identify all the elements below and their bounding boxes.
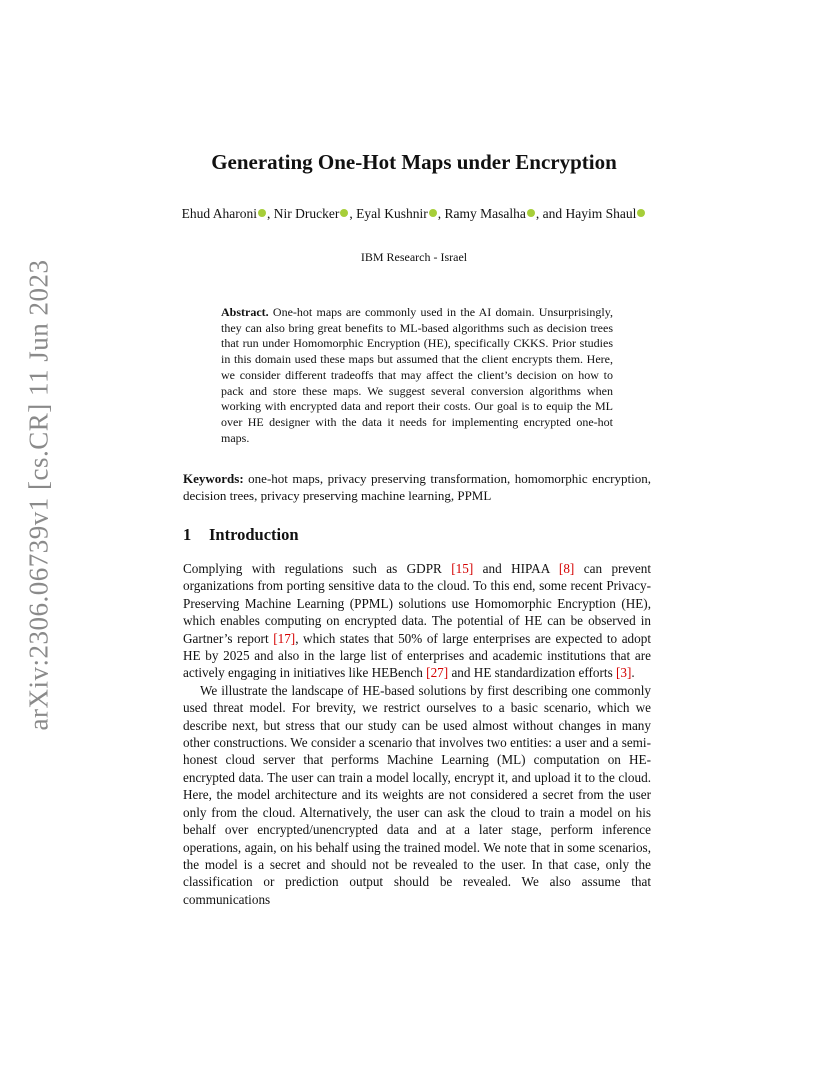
paragraph-text: , which states that 50% of large enterprises are expected to adopt HE by 2025 and also in the large list of enterprises and academic institutions that are actively engaging in initiatives like HEBench (183, 630, 652, 681)
author-name: Ramy Masalha (444, 206, 526, 221)
section-number: 1 (183, 525, 192, 544)
affiliation: IBM Research - Israel (360, 250, 468, 264)
abstract-text: One-hot maps are commonly used in the AI domain. Unsurprisingly, they can also bring great benefits to ML-based algorithms such as decision trees that run under Homomorphic Encryption (HE), specifically CKKS. Prior studies in this domain used these maps but assumed that the client encrypts them. Here, we consider different tradeoffs that may affect the client’s decision on how to pack and store these maps. We suggest several conversion algorithms when working with encrypted data and report their costs. Our goal is to equip the ML over HE designer with the data it needs for implementing encrypted one-hot maps. (221, 305, 613, 445)
intro-paragraph-2: We illustrate the landscape of HE-based solutions by first describing one commonly used threat model. For brevity, we restrict ourselves to a basic scenario, which we describe next, but stress that our study can be used almost without changes in many other constructions. We consider a scenario that involves two entities: a user and a semi-honest cloud server that performs Machine Learning (ML) computation on HE-encrypted data. The user can train a model locally, encrypt it, and upload it to the cloud. Here, the model architecture and its weights are not considered a secret from the user only from the cloud. Alternatively, the user can ask the cloud to train a model on his behalf over encrypted/unencrypted data and at a later stage, perform inference operations, again, on his behalf using the trained model. We note that in some scenarios, the model is a secret and should not be revealed to the user. In that case, only the classification or prediction output should be revealed. We also assume that communications (183, 682, 651, 907)
paper-title: Generating One-Hot Maps under Encryption (211, 150, 617, 174)
citation-link[interactable]: [27] (426, 665, 449, 681)
citation-link[interactable]: [17] (273, 630, 296, 646)
orcid-icon[interactable] (258, 209, 266, 217)
paragraph-text: . (631, 665, 635, 681)
author-separator: , and (535, 206, 566, 221)
paragraph-text: Complying with regulations such as GDPR (183, 561, 452, 576)
citation-link[interactable]: [3] (616, 665, 632, 681)
author-separator: , (437, 206, 445, 221)
orcid-icon[interactable] (637, 209, 645, 217)
citation-link[interactable]: [8] (558, 561, 575, 576)
author-name: Eyal Kushnir (356, 206, 428, 221)
orcid-icon[interactable] (429, 209, 437, 217)
author-name: Nir Drucker (273, 206, 340, 221)
author-name: Ehud Aharoni (181, 206, 258, 221)
section-heading (183, 525, 299, 545)
author-separator: , (349, 206, 357, 221)
intro-body (183, 560, 651, 908)
arxiv-id[interactable]: arXiv:2306.06739v1 [cs.CR] 11 Jun 2023 (23, 259, 54, 731)
orcid-icon[interactable] (527, 209, 535, 217)
keywords-text: one-hot maps, privacy preserving transformation, homomorphic encryption, decision trees, privacy preserving machine learning, PPML (183, 471, 651, 503)
citation-link[interactable]: [15] (451, 561, 474, 576)
keywords-label: Keywords: (183, 471, 244, 486)
author-separator: , (267, 206, 274, 221)
author-name: Hayim Shaul (565, 206, 637, 221)
section-title: Introduction (209, 525, 299, 544)
abstract-label: Abstract. (221, 305, 269, 319)
keywords (183, 470, 651, 504)
paragraph-text: can prevent organizations from porting sensitive data to the cloud. To this end, some recent Privacy-Preserving Machine Learning (PPML) solutions use Homomorphic Encryption (HE), which enables computing on encrypted data. The potential of HE can be observed in Gartner’s report (183, 561, 651, 646)
paragraph-text: and HIPAA (473, 561, 559, 576)
intro-paragraph-1 (183, 560, 651, 682)
abstract (221, 305, 613, 446)
author-list (170, 205, 658, 222)
orcid-icon[interactable] (340, 209, 348, 217)
arxiv-sidebar-stamp (22, 259, 56, 731)
paragraph-text: and HE standardization efforts (448, 665, 617, 681)
